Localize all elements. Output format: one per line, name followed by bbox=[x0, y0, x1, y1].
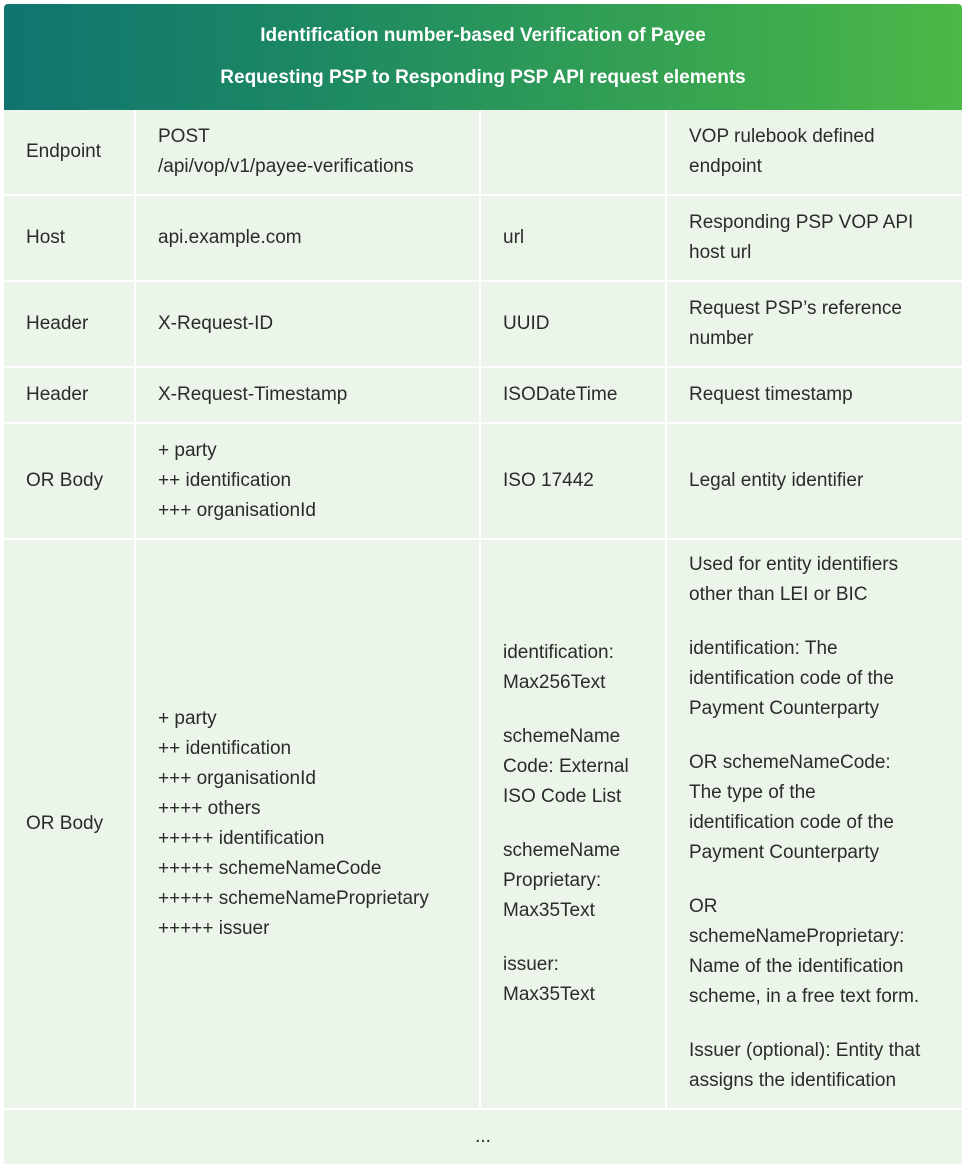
continuation-ellipsis: ... bbox=[4, 1109, 962, 1165]
cell-line: identification: The bbox=[689, 638, 838, 659]
cell-line: Max256Text bbox=[503, 672, 606, 693]
cell-line: The type of the bbox=[689, 782, 816, 803]
verification-table-container bbox=[4, 4, 962, 1166]
cell-line: +++++ schemeNameCode bbox=[158, 858, 382, 879]
cell-line: Issuer (optional): Entity that bbox=[689, 1040, 921, 1061]
cell-line: +++++ schemeNameProprietary bbox=[158, 888, 429, 909]
table-row bbox=[4, 110, 962, 195]
cell-line: Responding PSP VOP API bbox=[689, 212, 914, 233]
description-cell bbox=[666, 539, 962, 1109]
format-cell bbox=[480, 281, 666, 367]
cell-line: ISO 17442 bbox=[503, 470, 594, 491]
row-label: OR Body bbox=[4, 539, 135, 1109]
cell-line: + party bbox=[158, 440, 217, 461]
element-cell bbox=[135, 281, 480, 367]
cell-line: OR bbox=[689, 896, 718, 917]
table-row bbox=[4, 423, 962, 539]
cell-line: ISODateTime bbox=[503, 384, 618, 405]
format-paragraph bbox=[503, 950, 643, 1010]
cell-line: endpoint bbox=[689, 156, 762, 177]
table-subtitle: Requesting PSP to Responding PSP API request elements bbox=[220, 67, 746, 88]
description-cell bbox=[666, 195, 962, 281]
cell-line: Used for entity identifiers bbox=[689, 554, 899, 575]
element-cell bbox=[135, 195, 480, 281]
row-label: OR Body bbox=[4, 423, 135, 539]
element-cell bbox=[135, 110, 480, 195]
cell-line: issuer: bbox=[503, 954, 559, 975]
row-label: Endpoint bbox=[4, 110, 135, 195]
description-cell bbox=[666, 281, 962, 367]
cell-line: url bbox=[503, 227, 525, 248]
format-cell bbox=[480, 539, 666, 1109]
description-paragraph bbox=[689, 892, 940, 1012]
table-header bbox=[4, 4, 962, 110]
element-cell bbox=[135, 423, 480, 539]
cell-line: Legal entity identifier bbox=[689, 470, 864, 491]
cell-line: Payment Counterparty bbox=[689, 842, 880, 863]
cell-line: assigns the identification bbox=[689, 1070, 897, 1091]
cell-line: /api/vop/v1/payee-verifications bbox=[158, 156, 414, 177]
cell-line: X-Request-Timestamp bbox=[158, 384, 348, 405]
cell-line: scheme, in a free text form. bbox=[689, 986, 920, 1007]
cell-line: ++ identification bbox=[158, 470, 292, 491]
table-body bbox=[4, 110, 962, 1165]
cell-line: VOP rulebook defined bbox=[689, 126, 875, 147]
cell-line: other than LEI or BIC bbox=[689, 584, 868, 605]
description-paragraph bbox=[689, 550, 940, 610]
cell-line: schemeName bbox=[503, 840, 621, 861]
description-cell bbox=[666, 110, 962, 195]
cell-line: +++ organisationId bbox=[158, 768, 316, 789]
cell-line: identification code of the bbox=[689, 812, 894, 833]
format-paragraph bbox=[503, 836, 643, 926]
cell-line: UUID bbox=[503, 313, 550, 334]
cell-line: ++++ others bbox=[158, 798, 261, 819]
cell-line: +++++ issuer bbox=[158, 918, 270, 939]
cell-line: +++ organisationId bbox=[158, 500, 316, 521]
format-cell bbox=[480, 367, 666, 423]
cell-line: host url bbox=[689, 242, 752, 263]
table-row bbox=[4, 367, 962, 423]
row-label: Header bbox=[4, 281, 135, 367]
element-cell bbox=[135, 539, 480, 1109]
request-elements-table bbox=[4, 110, 962, 1166]
cell-line: Payment Counterparty bbox=[689, 698, 880, 719]
cell-line: Code: External bbox=[503, 756, 629, 777]
cell-line: identification code of the bbox=[689, 668, 894, 689]
row-label: Host bbox=[4, 195, 135, 281]
cell-line: POST bbox=[158, 126, 210, 147]
format-paragraph bbox=[503, 722, 643, 812]
cell-line: schemeName bbox=[503, 726, 621, 747]
format-cell bbox=[480, 110, 666, 195]
table-footer-row bbox=[4, 1109, 962, 1165]
cell-line: number bbox=[689, 328, 754, 349]
cell-line: Name of the identification bbox=[689, 956, 904, 977]
cell-line: identification: bbox=[503, 642, 614, 663]
cell-line: +++++ identification bbox=[158, 828, 325, 849]
table-row bbox=[4, 281, 962, 367]
cell-line: Max35Text bbox=[503, 984, 595, 1005]
cell-line: + party bbox=[158, 708, 217, 729]
description-cell bbox=[666, 367, 962, 423]
cell-line: Request timestamp bbox=[689, 384, 853, 405]
table-row bbox=[4, 539, 962, 1109]
cell-line: Request PSP’s reference bbox=[689, 298, 902, 319]
element-cell bbox=[135, 367, 480, 423]
row-label: Header bbox=[4, 367, 135, 423]
cell-line: schemeNameProprietary: bbox=[689, 926, 905, 947]
description-paragraph bbox=[689, 634, 940, 724]
cell-line: X-Request-ID bbox=[158, 313, 274, 334]
format-cell bbox=[480, 195, 666, 281]
table-row bbox=[4, 195, 962, 281]
format-paragraph bbox=[503, 638, 643, 698]
cell-line: Proprietary: bbox=[503, 870, 602, 891]
cell-line: OR schemeNameCode: bbox=[689, 752, 891, 773]
cell-line: ISO Code List bbox=[503, 786, 622, 807]
cell-line: ++ identification bbox=[158, 738, 292, 759]
cell-line: Max35Text bbox=[503, 900, 595, 921]
table-title: Identification number-based Verification of Payee bbox=[260, 25, 706, 46]
description-paragraph bbox=[689, 1036, 940, 1096]
format-cell bbox=[480, 423, 666, 539]
description-cell bbox=[666, 423, 962, 539]
description-paragraph bbox=[689, 748, 940, 868]
cell-line: api.example.com bbox=[158, 227, 302, 248]
